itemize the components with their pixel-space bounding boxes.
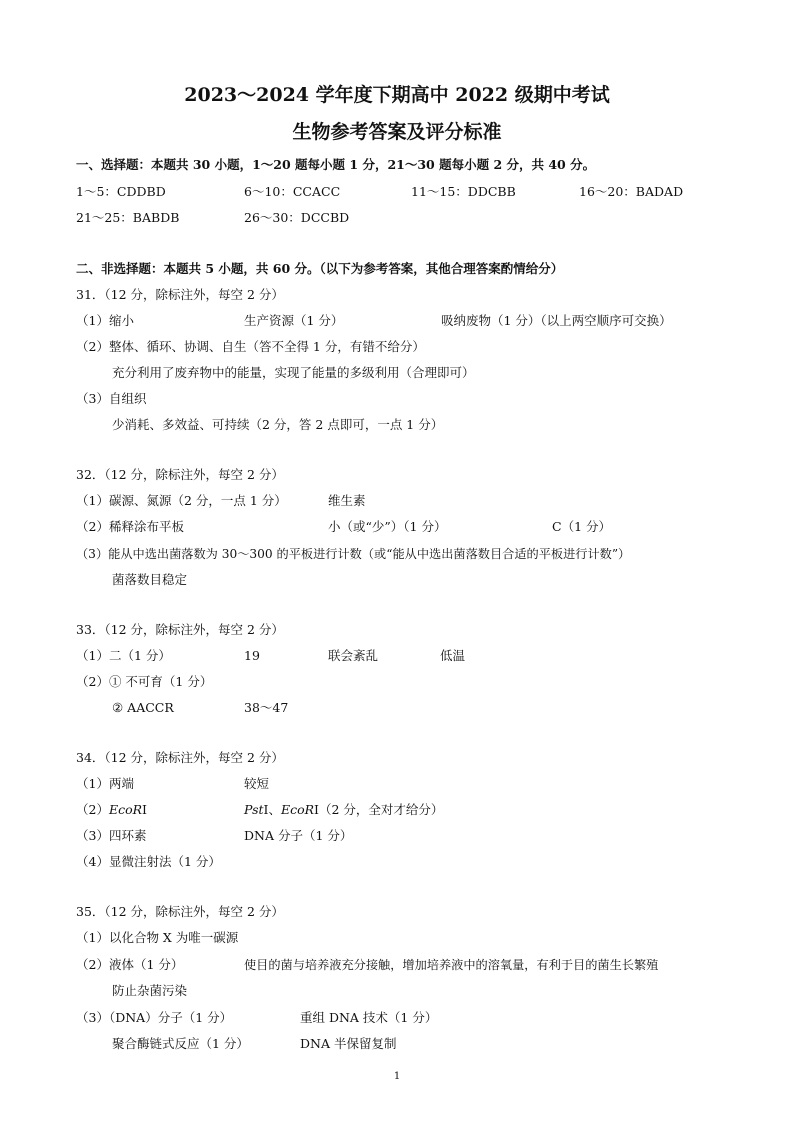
q32-answer: 维生素 [328,493,366,508]
q33-answer: 38～47 [244,700,289,715]
q34-answer [76,802,147,818]
part1-heading: 一、选择题：本题共 30 小题，1～20 题每小题 1 分，21～30 题每小题 2 分，共 40 分。 [76,157,596,172]
enzyme-note: Ⅰ（2 分，全对才给分） [314,802,444,817]
q31-answer: 生产资源（1 分） [244,313,344,328]
enzyme-name: EcoR [280,802,315,817]
answer-group: 11～15：DDCBB [411,184,516,199]
q34-answer: 较短 [244,776,270,791]
q33-answer: 联会紊乱 [328,648,379,663]
enzyme-name: Pst [244,802,264,817]
q35-answer: （2）液体（1 分） [76,957,184,972]
q35-answer: 聚合酶链式反应（1 分） [112,1036,249,1051]
q35-answer: 防止杂菌污染 [112,983,188,998]
q34-heading: 34．（12 分，除标注外，每空 2 分） [76,750,284,765]
q33-answer: 低温 [440,648,466,663]
enzyme-numeral: Ⅰ [142,802,147,817]
q34-answer [244,802,443,818]
q32-answer: 菌落数目稳定 [112,572,188,587]
q35-heading: 35．（12 分，除标注外，每空 2 分） [76,904,284,919]
enzyme-name: EcoR [108,802,143,817]
answer-group: 16～20：BADAD [579,184,684,199]
q32-answer: （1）碳源、氮源（2 分，一点 1 分） [76,493,287,508]
answer-group: 6～10：CCACC [244,184,341,199]
q34-part-label: （2） [76,802,109,817]
q32-answer: （2）稀释涂布平板 [76,519,184,534]
part2-heading: 二、非选择题：本题共 5 小题，共 60 分。（以下为参考答案，其他合理答案酌情给分） [76,261,564,276]
q35-answer: 使目的菌与培养液充分接触，增加培养液中的溶氧量，有利于目的菌生长繁殖 [244,958,659,972]
q31-heading: 31．（12 分，除标注外，每空 2 分） [76,287,284,302]
q34-answer: （1）两端 [76,776,134,791]
q34-answer: DNA 分子（1 分） [244,828,353,843]
q31-answer: 少消耗、多效益、可持续（2 分，答 2 点即可，一点 1 分） [112,417,444,432]
exam-title: 2023～2024 学年度下期高中 2022 级期中考试 [184,84,610,106]
enzyme-numeral: Ⅰ、 [263,802,281,817]
q35-answer: （3）（DNA）分子（1 分） [76,1010,233,1025]
q34-answer: （4）显微注射法（1 分） [76,854,221,869]
answer-group: 26～30：DCCBD [244,210,350,225]
q33-heading: 33．（12 分，除标注外，每空 2 分） [76,622,284,637]
q31-answer: 吸纳废物（1 分）（以上两空顺序可交换） [441,313,672,328]
q35-answer: （1）以化合物 X 为唯一碳源 [76,930,239,945]
q32-answer: （3）能从中选出菌落数为 30～300 的平板进行计数（或“能从中选出菌落数目合适的平板进行计数”） [76,547,631,561]
answer-group: 21～25：BABDB [76,210,180,225]
q33-answer: （1）二（1 分） [76,648,171,663]
q32-answer: 小（或“少”）（1 分） [328,519,447,534]
q31-answer: （2）整体、循环、协调、自生（答不全得 1 分，有错不给分） [76,339,425,354]
q35-answer: 重组 DNA 技术（1 分） [300,1010,438,1025]
answer-key-title: 生物参考答案及评分标准 [292,121,502,143]
q32-heading: 32．（12 分，除标注外，每空 2 分） [76,467,284,482]
q31-answer: （3）自组织 [76,391,147,406]
q33-answer: ② AACCR [112,700,174,715]
q35-answer: DNA 半保留复制 [300,1036,397,1051]
q33-answer: （2）① 不可育（1 分） [76,674,213,689]
q32-answer: C（1 分） [552,519,611,534]
page-number: 1 [393,1071,401,1082]
q31-answer: 充分利用了废弃物中的能量，实现了能量的多级利用（合理即可） [112,365,475,380]
q34-answer: （3）四环素 [76,828,147,843]
q33-answer: 19 [244,648,260,663]
q31-answer: （1）缩小 [76,313,134,328]
answer-group: 1～5：CDDBD [76,184,166,199]
